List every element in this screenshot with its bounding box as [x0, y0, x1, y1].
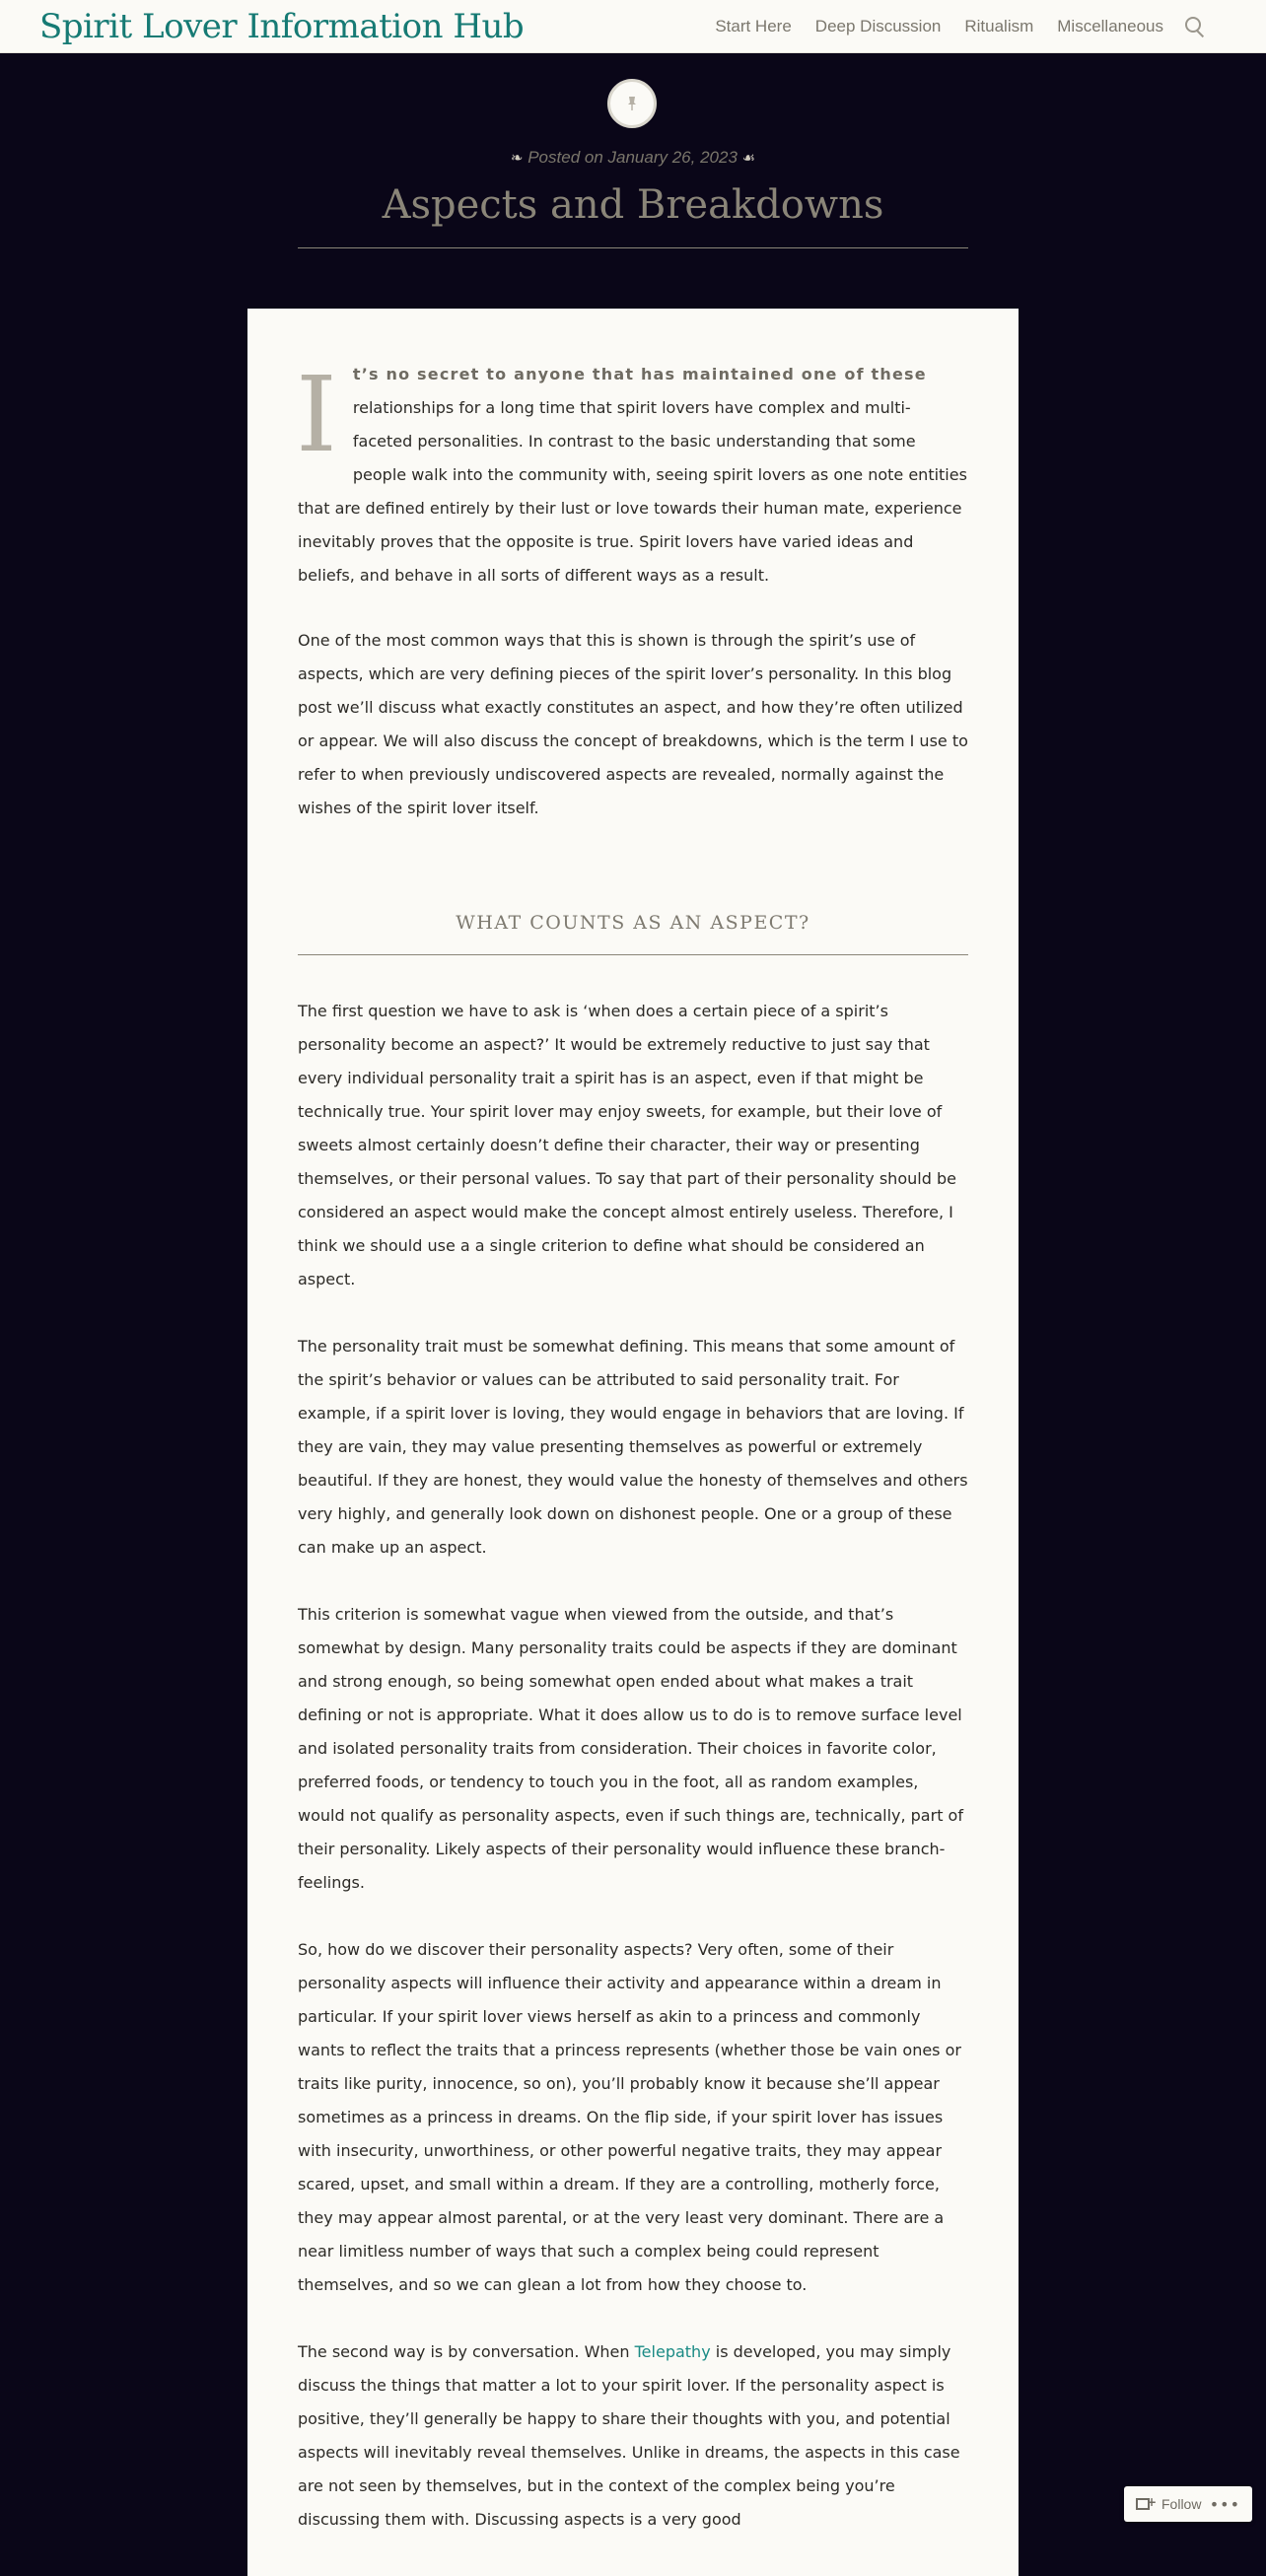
post-meta	[0, 148, 1266, 168]
paragraph-6: So, how do we discover their personality aspects? Very often, some of their personality aspects will influence their activity and appearance within a dream in particular. If your spirit lover views herself as akin to a princess and commonly wants to reflect the traits that a princess represents (whether those be vain ones or traits like purity, innocence, so on), you’ll probably know it because she’ll appear sometimes as a princess in dreams. On the flip side, if your spirit lover has issues with insecurity, unworthiness, or other powerful negative traits, they may appear scared, upset, and small within a dream. If they are a controlling, motherly force, they may appear almost parental, or at the very least very dominant. There are a near limitless number of ways that such a complex being could represent themselves, and so we can glean a lot from how they choose to.	[298, 1940, 961, 2294]
paragraph-7	[298, 2335, 968, 2537]
paragraph-7-text-a: The second way is by conversation. When	[298, 2342, 635, 2361]
nav-deep-discussion[interactable]: Deep Discussion	[814, 17, 942, 35]
ornament-left-icon: ❧	[510, 150, 524, 167]
paragraph-7-text-b: is developed, you may simply discuss the things that matter a lot to your spirit lover. If the personality aspect is positive, they’ll generally be happy to share their thoughts with you, and potential aspects will inevitably reveal themselves. Unlike in dreams, the aspects in this case are not seen by themselves, but in the context of the complex being you’re discussing them with. Discussing aspects is a very good	[298, 2342, 960, 2529]
search-icon[interactable]	[1181, 0, 1211, 53]
posted-prefix: Posted on	[528, 148, 603, 167]
follow-label: Follow	[1161, 2496, 1202, 2512]
nav-miscellaneous[interactable]: Miscellaneous	[1057, 17, 1163, 35]
pin-icon	[607, 79, 657, 128]
paragraph-5: This criterion is somewhat vague when viewed from the outside, and that’s somewhat by design. Many personality traits could be aspects if they are dominant and strong enough, so being somewhat open ended about what makes a trait defining or not is appropriate. What it does allow us to do is to remove surface level and isolated personality traits from consideration. Their choices in favorite color, preferred foods, or tendency to touch you in the foot, all as random examples, would not qualify as personality aspects, even if such things are, technically, part of their personality. Likely aspects of their personality would influence these branch-feelings.	[298, 1605, 963, 1892]
section-heading: WHAT COUNTS AS AN ASPECT?	[456, 912, 810, 934]
site-header	[0, 0, 1266, 53]
drop-cap: I	[296, 354, 337, 475]
lead-strong-text: t’s no secret to anyone that has maintained one of these	[352, 365, 927, 383]
nav-start-here[interactable]: Start Here	[715, 17, 792, 35]
site-title[interactable]: Spirit Lover Information Hub	[39, 7, 525, 46]
nav-ritualism[interactable]: Ritualism	[964, 17, 1034, 35]
title-divider	[298, 247, 968, 248]
article-card	[247, 309, 1019, 2576]
follow-icon: +	[1136, 2496, 1154, 2512]
more-options-icon[interactable]: •••	[1209, 2495, 1240, 2514]
ornament-right-icon: ☙	[741, 150, 756, 167]
telepathy-link[interactable]: Telepathy	[634, 2342, 711, 2361]
paragraph-3: The first question we have to ask is ‘when does a certain piece of a spirit’s personality become an aspect?’ It would be extremely reductive to just say that every individual personality trait a spirit has is an aspect, even if that might be technically true. Your spirit lover may enjoy sweets, for example, but their love of sweets almost certainly doesn’t define their character, their way or presenting themselves, or their personal values. To say that part of their personality should be considered an aspect would make the concept almost entirely useless. Therefore, I think we should use a a single criterion to define what should be considered an aspect.	[298, 1002, 956, 1288]
post-date[interactable]: January 26, 2023	[607, 148, 738, 167]
heading-divider	[298, 954, 968, 955]
lead-paragraph	[296, 354, 968, 592]
follow-button[interactable]	[1124, 2486, 1252, 2522]
paragraph-4: The personality trait must be somewhat defining. This means that some amount of the spirit’s behavior or values can be attributed to said personality trait. For example, if a spirit lover is loving, they would engage in behaviors that are loving. If they are vain, they may value presenting themselves as powerful or extremely beautiful. If they are honest, they would value the honesty of themselves and others very highly, and generally look down on dishonest people. One or a group of these can make up an aspect.	[298, 1337, 968, 1557]
lead-text: relationships for a long time that spirit lovers have complex and multi-faceted personalities. In contrast to the basic understanding that some people walk into the community with, seeing spirit lovers as one note entities that are defined entirely by their lust or love towards their human mate, experience inevitably proves that the opposite is true. Spirit lovers have varied ideas and beliefs, and behave in all sorts of different ways as a result.	[298, 398, 967, 585]
post-title: Aspects and Breakdowns	[382, 182, 884, 228]
paragraph-2: One of the most common ways that this is shown is through the spirit’s use of aspects, which are very defining pieces of the spirit lover’s personality. In this blog post we’ll discuss what exactly constitutes an aspect, and how they’re often utilized or appear. We will also discuss the concept of breakdowns, which is the term I use to refer to when previously undiscovered aspects are revealed, normally against the wishes of the spirit lover itself.	[298, 631, 968, 817]
main-nav	[715, 0, 1211, 53]
